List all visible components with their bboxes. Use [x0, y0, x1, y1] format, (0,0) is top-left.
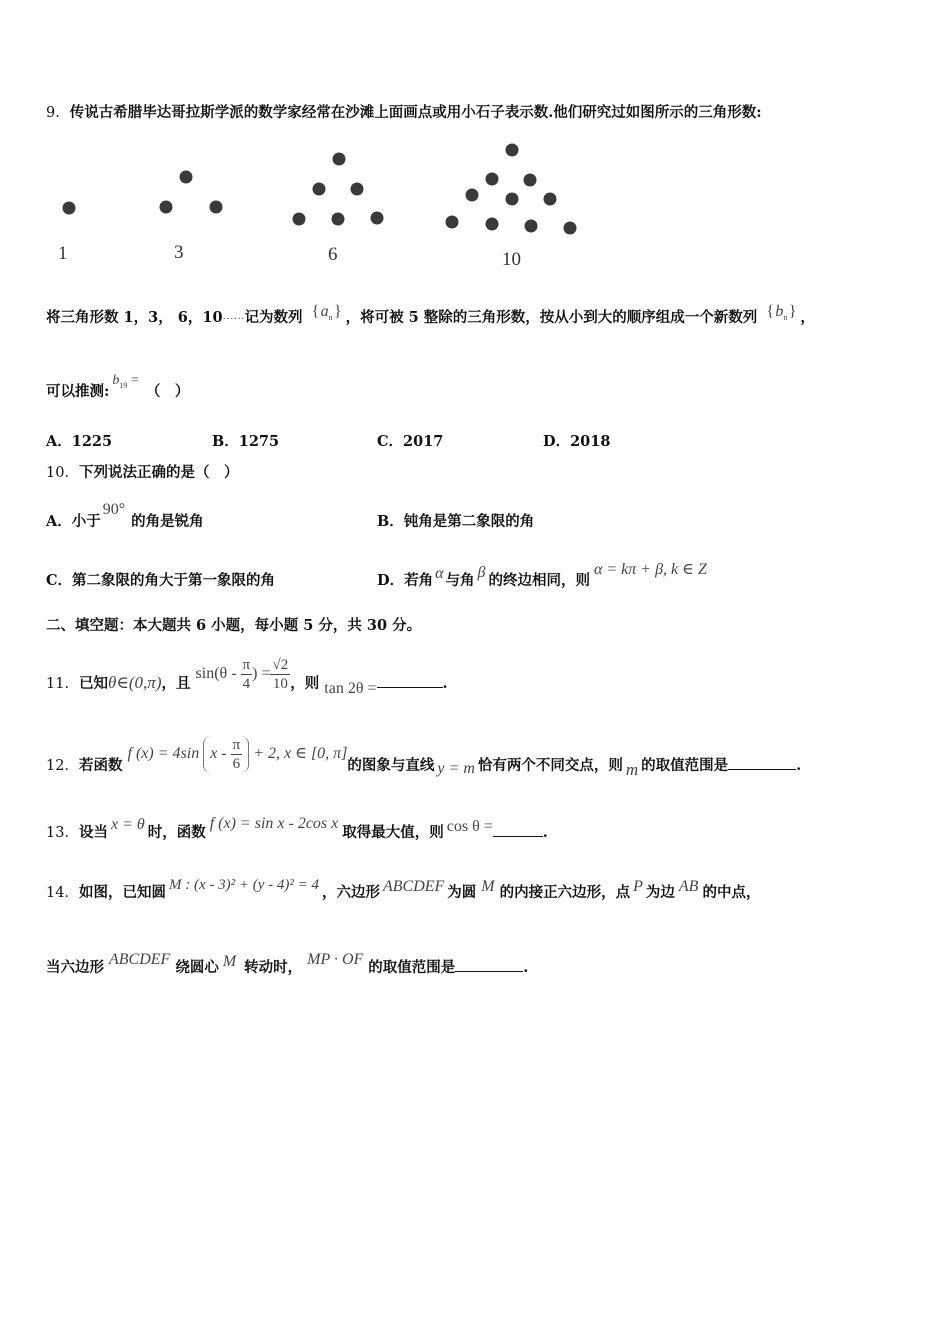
- pebble: [371, 212, 384, 225]
- b19-eq: =: [130, 373, 139, 388]
- q10-option-d: [377, 561, 707, 590]
- q12-text: 恰有两个不同交点，则: [477, 757, 623, 775]
- q9-stem-line: [46, 103, 762, 123]
- function-lhs: f (x) = 4sin: [127, 745, 200, 763]
- q9-option-a: A．1225: [46, 433, 113, 450]
- pebble: [313, 183, 326, 196]
- seq-a-symbol: a: [320, 303, 329, 320]
- q14-text: 为圆: [447, 884, 477, 901]
- angle-formula: α = kπ + β, k ∈ Z: [593, 561, 707, 578]
- q11-text: 已知: [78, 675, 108, 693]
- function-definition: [128, 736, 348, 773]
- cos-theta: cos θ =: [446, 818, 493, 835]
- seq-b-symbol: b: [775, 303, 784, 320]
- circle-center-m: M: [222, 953, 237, 970]
- function-f: f (x) = sin x - 2cos x: [209, 815, 339, 832]
- pebble: [544, 193, 557, 206]
- q14-text: 如图，已知圆: [78, 884, 166, 901]
- pebble: [160, 201, 173, 214]
- q14-text: 的取值范围是: [368, 959, 456, 976]
- pebble: [446, 216, 459, 229]
- paren-group: [203, 736, 249, 773]
- theta-range: θ∈(0,π): [107, 673, 162, 693]
- fraction-denominator: 10: [272, 676, 288, 692]
- q14-text: 绕圆心: [175, 959, 219, 976]
- q12-number: 12．: [46, 758, 79, 775]
- fraction-numerator: π: [242, 657, 251, 673]
- beta-symbol: β: [477, 564, 486, 581]
- ellipsis: ······: [222, 313, 245, 325]
- q9-line2-text: 记为数列: [244, 309, 303, 326]
- q14-line1: [46, 877, 761, 906]
- edge-ab: AB: [678, 878, 699, 895]
- figure-label-10: 10: [502, 249, 521, 268]
- q11-end: .: [442, 675, 448, 693]
- pebble: [486, 218, 499, 231]
- pebble: [506, 144, 519, 157]
- q14-text: 当六边形: [46, 959, 104, 976]
- q13-text: 取得最大值，则: [342, 824, 444, 841]
- hexagon-name: ABCDEF: [382, 878, 445, 895]
- q12-text: 的图象与直线: [347, 757, 435, 775]
- q9-line2-text: 将三角形数 1，3， 6，10: [46, 309, 223, 326]
- answer-blank[interactable]: [493, 822, 543, 837]
- sequence-a: { $a_n$ }: [311, 303, 342, 323]
- pebble: [293, 213, 306, 226]
- pebble: [180, 171, 193, 184]
- fraction-denominator: 4: [242, 676, 251, 692]
- pebble: [210, 201, 223, 214]
- q11-number: 11．: [46, 676, 79, 693]
- q12-text: 若函数: [78, 757, 123, 775]
- pebble: [564, 222, 577, 235]
- m-symbol: m: [625, 760, 639, 780]
- q14-number: 14．: [46, 885, 79, 901]
- q10-option-b: B．钝角是第二象限的角: [377, 513, 535, 530]
- figure-label-6: 6: [328, 244, 338, 265]
- pebble: [332, 213, 345, 226]
- ninety-degrees: 90°: [102, 501, 126, 518]
- q13-line: [46, 815, 548, 846]
- q14-text: 的内接正六边形，点: [499, 884, 631, 901]
- circle-equation: M : (x - 3)² + (y - 4)² = 4: [168, 877, 319, 893]
- q10-option-a-text: 的角是锐角: [131, 513, 204, 530]
- sine-lhs: sin(θ -: [195, 665, 241, 683]
- q10-option-a: [46, 501, 204, 531]
- fraction-numerator: √2: [272, 657, 289, 673]
- sequence-b: { $b_n$ }: [766, 303, 797, 323]
- q9-line2-text: ，将可被 5 整除的三角形数，按从小到大的顺序组成一个新数列: [345, 309, 758, 326]
- pebble: [333, 153, 346, 166]
- seq-a-sub: n: [328, 313, 333, 323]
- q11-text: ，且: [161, 675, 191, 693]
- q9-line3-text: 可以推测:: [46, 383, 110, 400]
- q9-stem: 传说古希腊毕达哥拉斯学派的数学家经常在沙滩上面画点或用小石子表示数.他们研究过如图所示的三角形数:: [69, 104, 762, 121]
- b19-sub: 19: [119, 380, 128, 390]
- sine-equation: [196, 656, 291, 693]
- b19-expression: [112, 371, 138, 396]
- q10-stem: 下列说法正确的是（ ）: [78, 464, 239, 481]
- x-eq-theta: x = θ: [110, 816, 145, 833]
- q10-number: 10．: [46, 465, 79, 481]
- q13-number: 13．: [46, 825, 79, 841]
- point-p: P: [633, 878, 643, 895]
- q10-option-d-text: 的终边相同，则: [488, 572, 590, 589]
- q11-line: [46, 657, 448, 703]
- q14-text: ，六边形: [321, 884, 380, 901]
- q10-option-a-text: A．小于: [46, 513, 101, 530]
- hexagon-name: ABCDEF: [109, 951, 171, 968]
- function-domain: + 2, x ∈ [0, π]: [253, 745, 348, 763]
- q10-stem-line: [46, 463, 238, 483]
- dot-product: MP · OF: [307, 951, 364, 968]
- q9-line2-text: ，: [800, 309, 815, 326]
- pi-over-6: [231, 736, 243, 773]
- section-2-heading: 二、填空题：本大题共 6 小题，每小题 5 分，共 30 分。: [46, 617, 422, 634]
- q9-option-d: D．2018: [543, 433, 611, 450]
- pebble: [486, 173, 499, 186]
- figure-label-1: 1: [58, 243, 68, 264]
- triangular-numbers-figure: [46, 138, 586, 268]
- tan-2theta: tan 2θ =: [324, 680, 377, 698]
- pebble: [466, 189, 479, 202]
- sqrt2-over-10: [270, 656, 290, 693]
- pebble: [351, 183, 364, 196]
- q14-line2: [46, 951, 529, 981]
- line-y-eq-m: y = m: [437, 760, 475, 778]
- q13-text: 时，函数: [147, 824, 206, 841]
- answer-blank[interactable]: [728, 755, 796, 770]
- circle-m: M: [481, 878, 495, 895]
- pebble: [524, 174, 537, 187]
- q10-option-d-text: 与角: [445, 572, 475, 589]
- fraction-denominator: 6: [232, 756, 241, 772]
- q9-line3: [46, 373, 190, 408]
- fraction-numerator: π: [232, 737, 241, 753]
- q12-end: .: [796, 757, 802, 775]
- q11-text: ，则: [290, 675, 320, 693]
- q14-text: 为边: [645, 884, 675, 901]
- inner-x: x -: [210, 745, 231, 763]
- q12-line: [46, 737, 802, 785]
- b19-symbol: b: [112, 373, 120, 388]
- pi-over-4: [241, 656, 253, 693]
- pebble: [63, 202, 76, 215]
- q13-text: 设当: [78, 824, 108, 841]
- q10-option-c: C．第二象限的角大于第一象限的角: [46, 572, 276, 589]
- q9-number: 9．: [46, 105, 70, 121]
- q13-end: .: [542, 824, 548, 841]
- q12-text: 的取值范围是: [641, 757, 729, 775]
- q10-option-d-text: D．若角: [377, 572, 434, 589]
- answer-blank[interactable]: [455, 957, 523, 972]
- q9-line2: [46, 303, 815, 334]
- q9-option-b: B．1275: [212, 433, 280, 450]
- q14-text: 转动时，: [244, 959, 303, 976]
- sine-close: ) =: [252, 665, 271, 683]
- pebble: [525, 220, 538, 233]
- q9-option-c: C．2017: [377, 433, 444, 450]
- answer-blank[interactable]: [377, 673, 443, 688]
- figure-label-3: 3: [174, 242, 184, 263]
- pebble: [506, 193, 519, 206]
- answer-parentheses: （ ）: [145, 383, 190, 400]
- seq-b-sub: n: [783, 313, 788, 323]
- q14-end: .: [523, 959, 529, 976]
- q14-text: 的中点，: [702, 884, 761, 901]
- alpha-symbol: α: [435, 565, 444, 582]
